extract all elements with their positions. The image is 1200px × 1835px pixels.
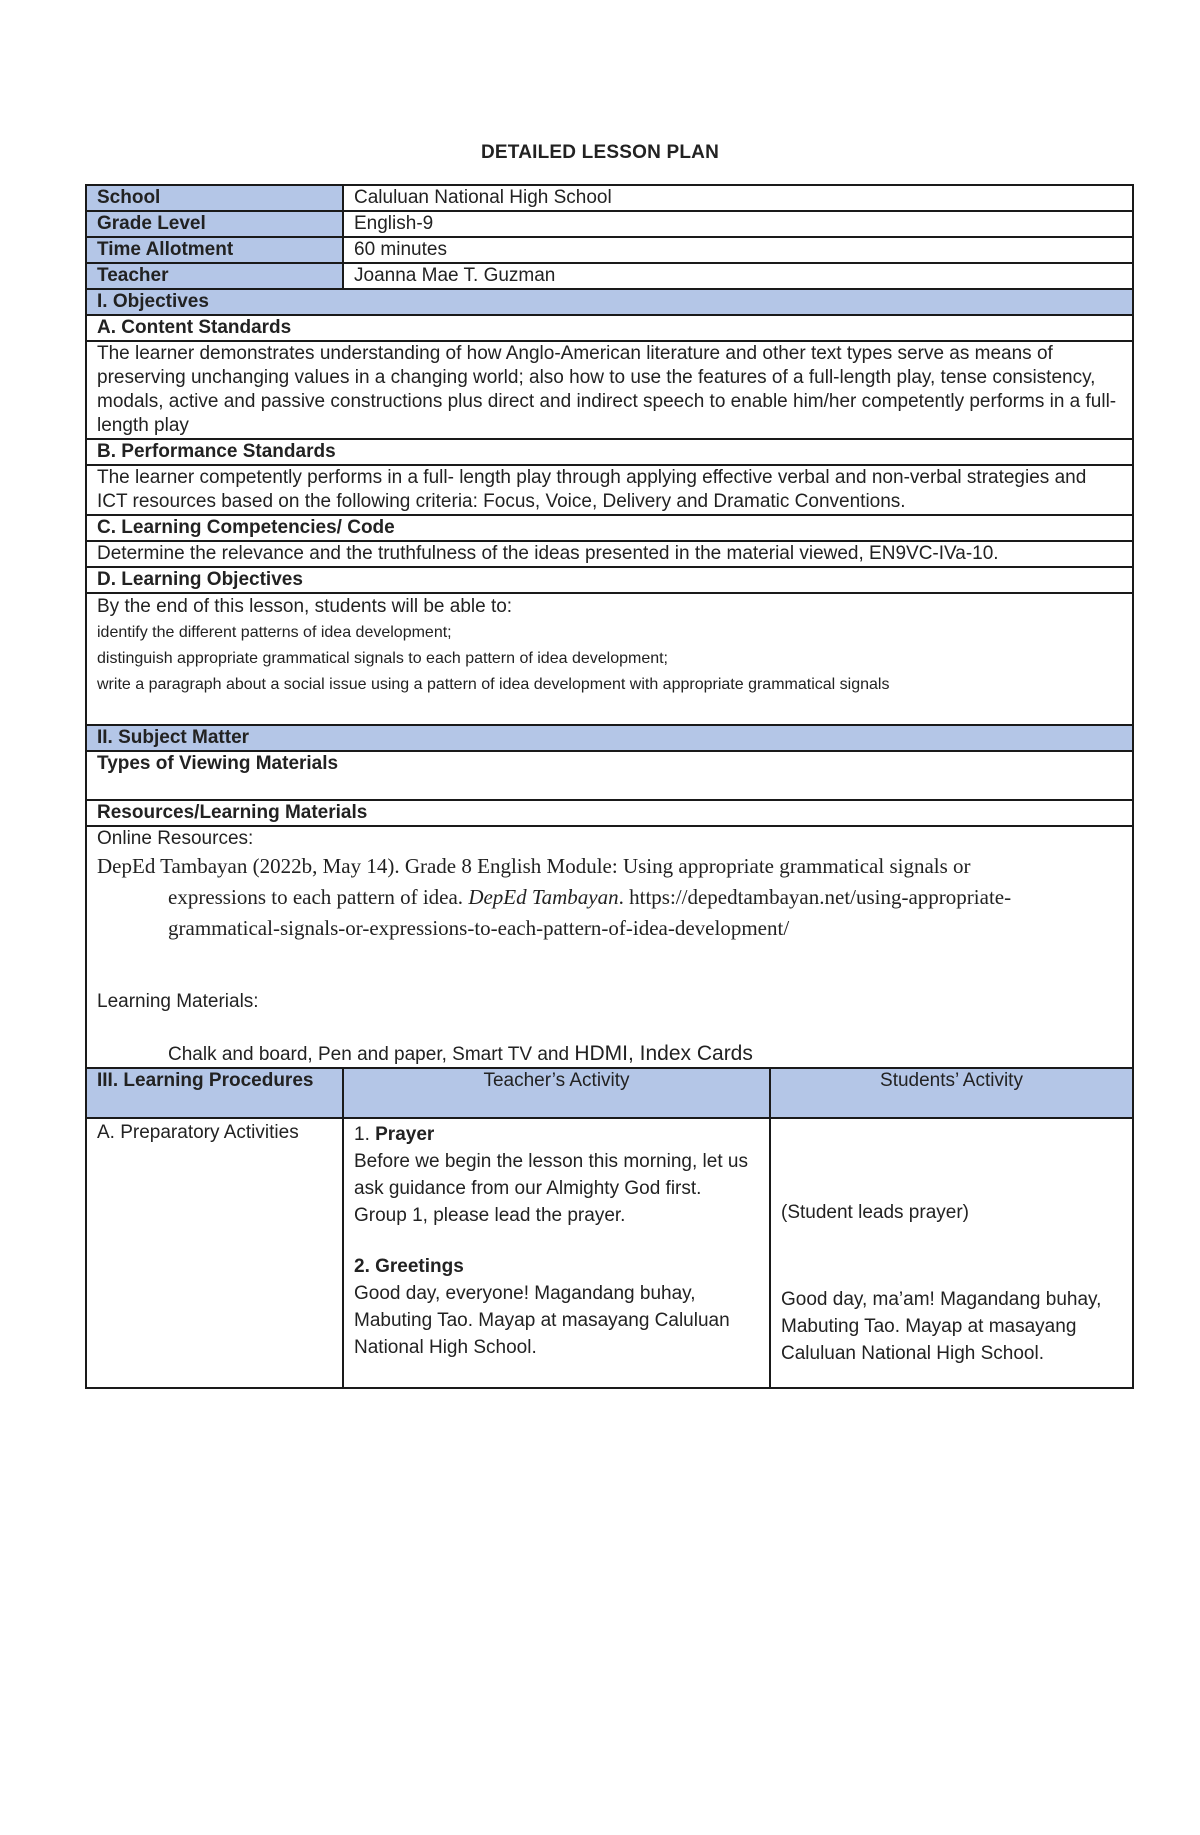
- teacher-row: [86, 263, 1133, 289]
- online-resources-label: Online Resources:: [97, 828, 254, 849]
- types-of-viewing-materials: Types of Viewing Materials: [86, 751, 1133, 800]
- preparatory-activities-label: A. Preparatory Activities: [86, 1118, 343, 1388]
- prayer-text: Before we begin the lesson this morning, let us ask guidance from our Almighty God first. Group 1, please lead the prayer.: [354, 1151, 748, 1226]
- learning-objectives-intro: By the end of this lesson, students will be able to:: [97, 596, 513, 617]
- school-value: Caluluan National High School: [343, 185, 1133, 211]
- procedures-header-row: [86, 1068, 1133, 1118]
- citation-line-2: [97, 882, 1122, 913]
- teacher-label: Teacher: [86, 263, 343, 289]
- school-row: [86, 185, 1133, 211]
- citation: [97, 851, 1122, 944]
- procedures-heading: III. Learning Procedures: [86, 1068, 343, 1118]
- students-activity-header: Students’ Activity: [770, 1068, 1133, 1118]
- citation-text-a: expressions to each pattern of idea.: [168, 885, 469, 909]
- time-row: [86, 237, 1133, 263]
- learning-materials-label: Learning Materials:: [97, 991, 259, 1012]
- student-activity-cell: [770, 1118, 1133, 1388]
- page-title: DETAILED LESSON PLAN: [481, 142, 719, 163]
- lesson-plan-table: [85, 184, 1134, 1389]
- resources-cell: [86, 826, 1133, 1068]
- citation-line-1: DepEd Tambayan (2022b, May 14). Grade 8 English Module: Using appropriate grammatical signals or: [97, 854, 971, 878]
- grade-row: [86, 211, 1133, 237]
- greetings-text: Good day, everyone! Magandang buhay, Mabuting Tao. Mayap at masayang Caluluan National High School.: [354, 1283, 730, 1358]
- teacher-activity-cell: [343, 1118, 770, 1388]
- learning-objectives-cell: [86, 593, 1133, 725]
- learning-objective-item: identify the different patterns of idea development;: [97, 624, 452, 641]
- learning-objective-item: distinguish appropriate grammatical signals to each pattern of idea development;: [97, 650, 668, 667]
- objectives-heading: I. Objectives: [86, 289, 1133, 315]
- content-standards-text: The learner demonstrates understanding of how Anglo-American literature and other text types serve as means of preserving unchanging values in a changing world; also how to use the features of a full-length play, tense consistency, modals, active and passive constructions plus direct and indirect speech to enable him/her competently performs in a full-length play: [86, 341, 1133, 439]
- teacher-activity-header: Teacher’s Activity: [343, 1068, 770, 1118]
- performance-standards-text: The learner competently performs in a full- length play through applying effective verbal and non-verbal strategies and ICT resources based on the following criteria: Focus, Voice, Delivery and Dramatic Conventions.: [86, 465, 1133, 515]
- learning-objectives-label: D. Learning Objectives: [86, 567, 1133, 593]
- citation-line-3[interactable]: grammatical-signals-or-expressions-to-each-pattern-of-idea-development/: [168, 916, 790, 940]
- competencies-text: Determine the relevance and the truthfulness of the ideas presented in the material viewed, EN9VC-IVa-10.: [86, 541, 1133, 567]
- student-prayer: (Student leads prayer): [781, 1202, 969, 1223]
- prayer-title: Prayer: [375, 1124, 435, 1145]
- citation-source: DepEd Tambayan: [468, 885, 619, 909]
- performance-standards-label: B. Performance Standards: [86, 439, 1133, 465]
- prayer-number: 1.: [354, 1124, 376, 1145]
- school-label: School: [86, 185, 343, 211]
- greetings-title: 2. Greetings: [354, 1256, 464, 1277]
- content-standards-label: A. Content Standards: [86, 315, 1133, 341]
- learning-objective-item: write a paragraph about a social issue using a pattern of idea development with appropriate grammatical signals: [97, 676, 890, 693]
- learning-materials-list: [97, 1042, 1122, 1067]
- citation-link[interactable]: . https://depedtambayan.net/using-appropriate-: [618, 885, 1012, 909]
- prayer-heading: [354, 1121, 759, 1148]
- subject-matter-heading: II. Subject Matter: [86, 725, 1133, 751]
- resources-label: Resources/Learning Materials: [86, 800, 1133, 826]
- time-label: Time Allotment: [86, 237, 343, 263]
- materials-part-1: Chalk and board, Pen and paper, Smart TV and: [168, 1044, 575, 1065]
- materials-part-2: HDMI, Index Cards: [574, 1042, 753, 1065]
- student-greeting: Good day, ma’am! Magandang buhay, Mabuting Tao. Mayap at masayang Caluluan National High School.: [781, 1289, 1102, 1364]
- teacher-value: Joanna Mae T. Guzman: [343, 263, 1133, 289]
- grade-value: English-9: [343, 211, 1133, 237]
- competencies-label: C. Learning Competencies/ Code: [86, 515, 1133, 541]
- grade-label: Grade Level: [86, 211, 343, 237]
- time-value: 60 minutes: [343, 237, 1133, 263]
- preparatory-row: [86, 1118, 1133, 1388]
